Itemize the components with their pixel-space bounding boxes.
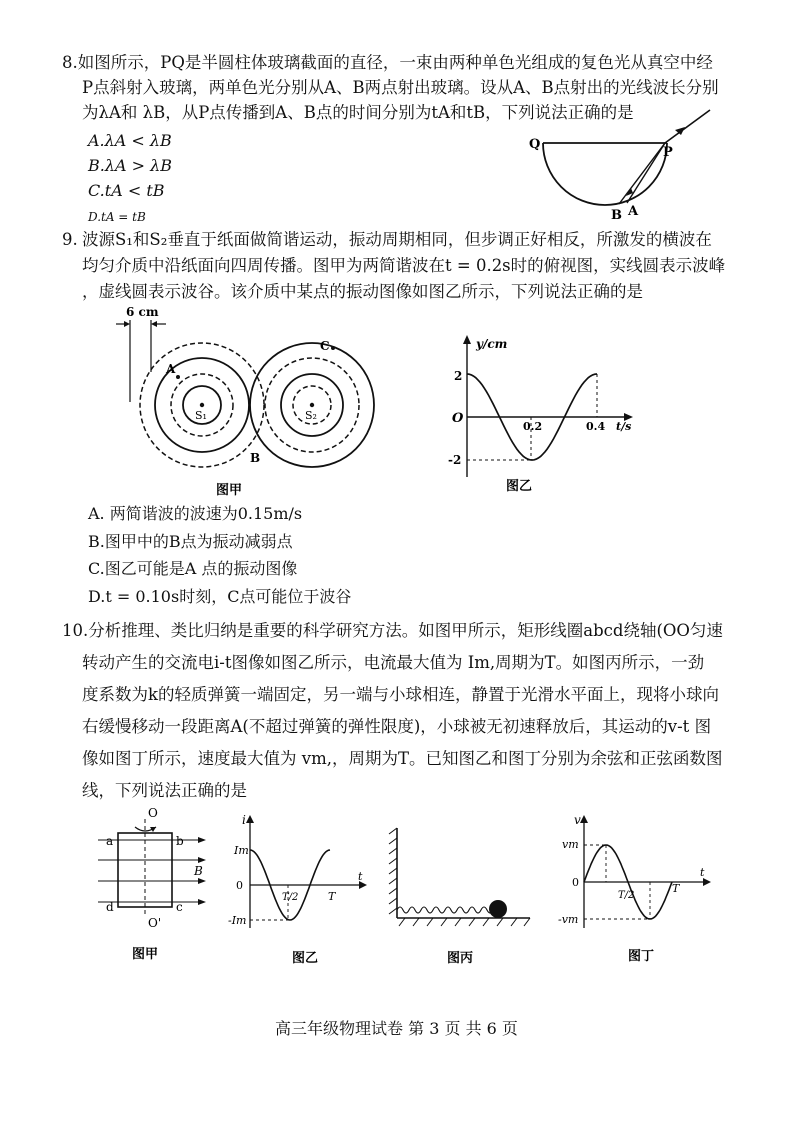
q10-ding-zero: 0 [572, 876, 579, 889]
q9-caption-yi: 图乙 [506, 479, 533, 494]
q10-ding-t2: T/2 [618, 890, 635, 901]
q10-figure-bing [385, 820, 535, 975]
q10-yi-neg-im: -Im [228, 914, 247, 927]
q8-option-d: D.tA = tB [88, 210, 146, 224]
q8-label-b: B [611, 208, 622, 223]
q8-label-q: Q [529, 137, 541, 152]
q9-scale-label: 6 cm [126, 305, 159, 319]
q9-figure-yi [440, 332, 640, 502]
q8-semicircle-figure [525, 108, 715, 223]
q10-caption-bing: 图丙 [447, 951, 474, 966]
q9-label-b: B [250, 451, 261, 465]
q10-yi-ylabel: i [242, 813, 246, 827]
q9-xlabel: t/s [616, 420, 632, 433]
q8-label-a: A [628, 204, 639, 219]
q10-caption-jia: 图甲 [132, 947, 159, 962]
q10-yi-t: t [358, 870, 363, 883]
q9-label-a: A [166, 362, 176, 376]
q10-yi-zero: 0 [236, 879, 243, 892]
page-footer: 高三年级物理试卷 第 3 页 共 6 页 [275, 1019, 518, 1038]
q9-ytick-top: 2 [454, 369, 463, 383]
q10-jia-label-d: d [106, 900, 114, 914]
q9-option-d: D.t = 0.10s时刻，C点可能位于波谷 [88, 587, 352, 606]
q10-caption-yi: 图乙 [292, 951, 319, 966]
q8-option-c: C.tA < tB [88, 181, 165, 200]
q9-line-1: 波源S₁和S₂垂直于纸面做简谐运动，振动周期相同，但步调正好相反，所激发的横波在 [82, 230, 712, 249]
q10-jia-label-a: a [106, 834, 114, 848]
q8-line-1: 8.如图所示，PQ是半圆柱体玻璃截面的直径，一束由两种单色光组成的复色光从真空中经 [62, 53, 713, 72]
q9-label-s1: S₁ [195, 409, 207, 422]
q9-origin: O [452, 411, 464, 426]
q9-line-3: ，虚线圆表示波谷。该介质中某点的振动图像如图乙所示，下列说法正确的是 [82, 282, 643, 301]
q9-option-b: B.图甲中的B点为振动减弱点 [88, 532, 293, 551]
q10-jia-label-c: c [176, 900, 183, 914]
q10-line-4: 右缓慢移动一段距离A(不超过弹簧的弹性限度)，小球被无初速释放后，其运动的v-t 图 [82, 717, 712, 736]
q9-xtick-1: 0.2 [523, 420, 543, 433]
q10-caption-ding: 图丁 [628, 949, 655, 964]
q10-figure-yi [228, 810, 373, 975]
q9-line-2: 均匀介质中沿纸面向四周传播。图甲为两简谐波在t = 0.2s时的俯视图，实线圆表示波峰 [82, 256, 726, 275]
q8-option-a: A.λA < λB [88, 131, 172, 150]
q10-ding-t: t [700, 866, 705, 879]
q8-line-2: P点斜射入玻璃，两单色光分别从A、B两点射出玻璃。设从A、B点射出的光线波长分别 [82, 78, 719, 97]
q10-line-5: 像如图丁所示，速度最大值为 vm,，周期为T。已知图乙和图丁分别为余弦和正弦函数图 [82, 749, 723, 768]
q10-ding-ylabel: v [574, 813, 581, 827]
q9-ylabel: y/cm [476, 337, 508, 351]
q9-label-c: C [320, 339, 330, 353]
q9-option-a: A. 两简谐波的波速为0.15m/s [88, 504, 303, 523]
q9-caption-jia: 图甲 [216, 483, 243, 498]
q10-ding-vm: vm [562, 838, 579, 851]
q10-figure-jia [90, 805, 220, 975]
q10-figure-ding [558, 810, 718, 975]
q10-yi-T: T [328, 890, 336, 903]
q10-ding-neg-vm: -vm [558, 913, 579, 926]
q9-ytick-bottom: -2 [448, 453, 462, 467]
q9-number: 9. [62, 230, 78, 249]
q10-yi-im: Im [234, 844, 249, 857]
q8-label-p: P [663, 145, 673, 160]
q10-ding-T: T [672, 882, 680, 895]
q9-figure-jia [110, 302, 400, 502]
q8-line-3: 为λA和 λB，从P点传播到A、B点的时间分别为tA和tB，下列说法正确的是 [82, 103, 634, 122]
q10-yi-t2: T/2 [282, 892, 299, 903]
q10-jia-label-field: B [194, 864, 203, 878]
q10-jia-label-b: b [176, 834, 184, 848]
q10-line-1: 10.分析推理、类比归纳是重要的科学研究方法。如图甲所示，矩形线圈abcd绕轴(OO匀速 [62, 621, 723, 640]
q10-line-2: 转动产生的交流电i-t图像如图乙所示，电流最大值为 Im,周期为T。如图丙所示，一劲 [82, 653, 705, 672]
q10-jia-label-o2: O' [148, 916, 162, 930]
q9-label-s2: S₂ [305, 409, 317, 422]
q9-xtick-2: 0.4 [586, 420, 606, 433]
q10-line-3: 度系数为k的轻质弹簧一端固定，另一端与小球相连，静置于光滑水平面上，现将小球向 [82, 685, 719, 704]
q9-option-c: C.图乙可能是A 点的振动图像 [88, 559, 298, 578]
q8-option-b: B.λA > λB [88, 156, 173, 175]
q10-jia-label-o: O [148, 806, 158, 820]
q10-line-6: 线，下列说法正确的是 [82, 781, 247, 800]
